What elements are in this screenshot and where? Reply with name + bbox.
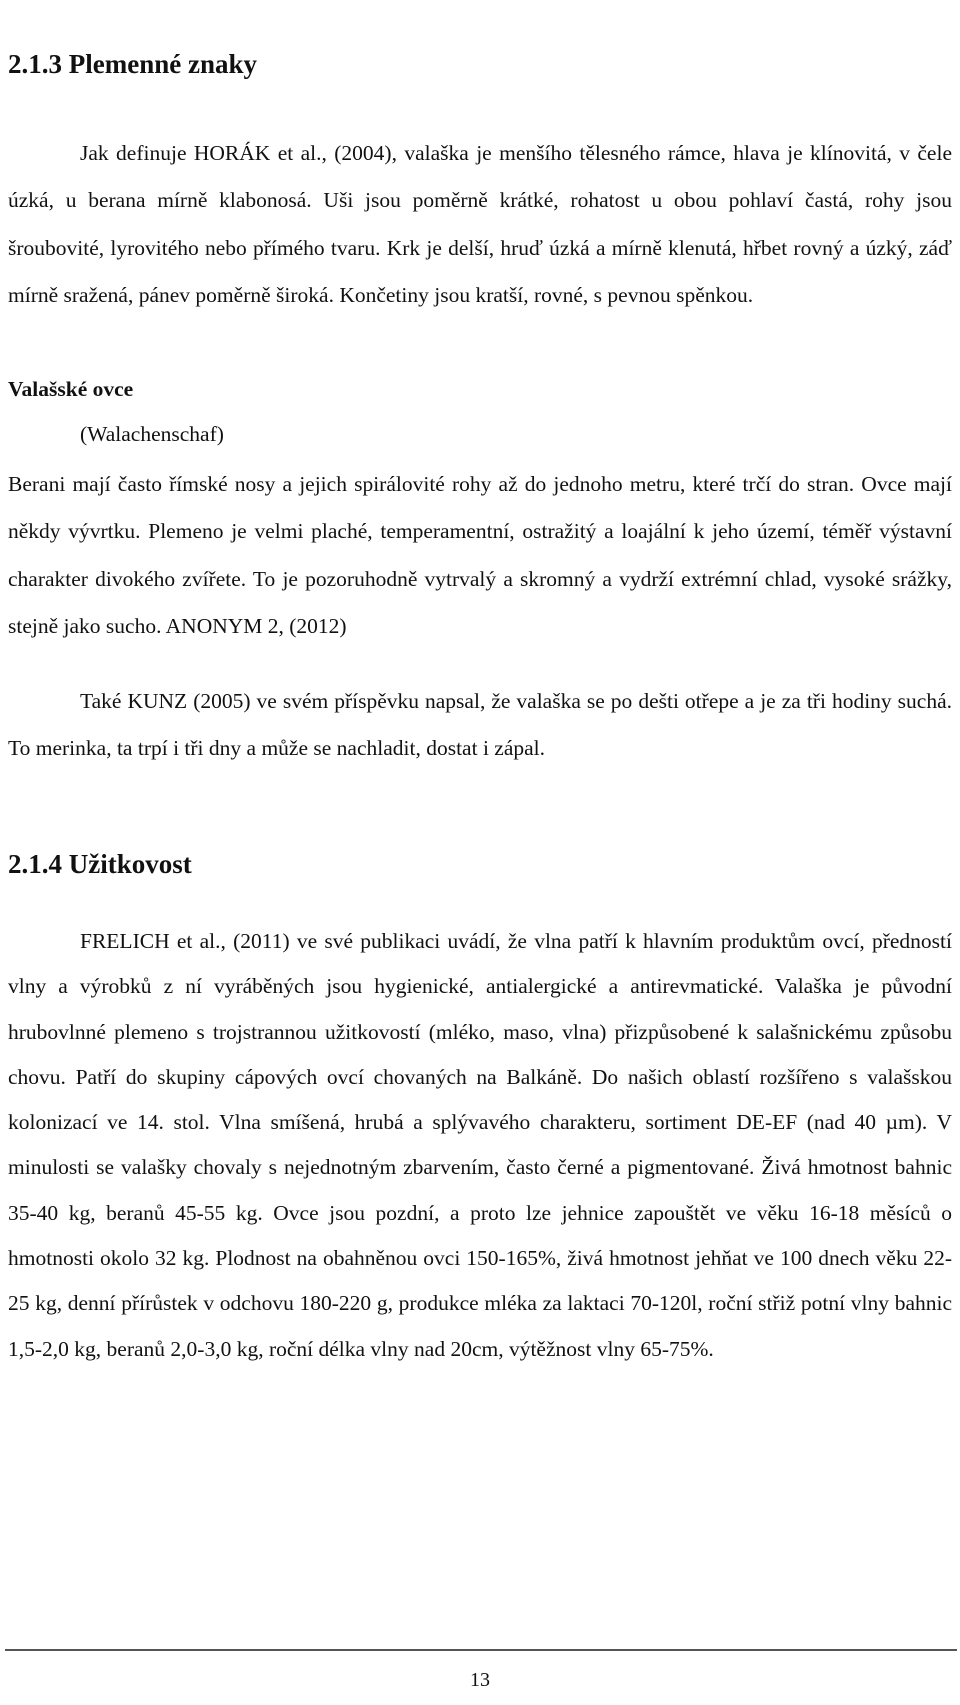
footer-divider bbox=[5, 1649, 957, 1651]
page-number: 13 bbox=[470, 1669, 490, 1691]
subheading-valasske-ovce: Valašské ovce bbox=[8, 377, 134, 401]
paragraph-uzitkovost: FRELICH et al., (2011) ve své publikaci uvádí, že vlna patří k hlavním produktům ovcí, předností vlny a výrobků z ní vyráběných jsou hygienické, antialergické a antirevmatické. Valaška je původní hrubovlnné plemeno s trojstrannou užitkovostí (mléko, maso, vlna) přizpůsobené k salašnickému způsobu chovu. Patří do skupiny cápových ovcí chovaných na Balkáně. Do našich oblastí rozšířeno s valašskou kolonizací ve 14. stol. Vlna smíšená, hrubá a splývavého charakteru, sortiment DE-EF (nad 40 µm). V minulosti se valašky chovaly s nejednotným zbarvením, často černé a pigmentované. Živá hmotnost bahnic 35-40 kg, beranů 45-55 kg. Ovce jsou pozdní, a proto lze jehnice zapouštět ve věku 16-18 měsíců o hmotnosti okolo 32 kg. Plodnost na obahněnou ovci 150-165%, živá hmotnost jehňat ve 100 dnech věku 22-25 kg, denní přírůstek v odchovu 180-220 g, produkce mléka za laktaci 70-120l, roční střiž potní vlny bahnic 1,5-2,0 kg, beranů 2,0-3,0 kg, roční délka vlny nad 20cm, výtěžnost vlny 65-75%. bbox=[8, 929, 952, 1361]
subheading-note: (Walachenschaf) bbox=[80, 422, 224, 446]
paragraph-plemenne-znaky: Jak definuje HORÁK et al., (2004), valaška je menšího tělesného rámce, hlava je klínovitá, v čele úzká, u berana mírně klabonosá. Uši jsou poměrně krátké, rohatost u obou pohlaví častá, rohy jsou šroubovité, lyrovitého nebo přímého tvaru. Krk je delší, hruď úzká a mírně klenutá, hřbet rovný a úzký, záď mírně sražená, pánev poměrně široká. Končetiny jsou kratší, rovné, s pevnou spěnkou. bbox=[8, 141, 952, 308]
section-heading-plemenne-znaky: 2.1.3 Plemenné znaky bbox=[8, 49, 257, 79]
section-heading-uzitkovost: 2.1.4 Užitkovost bbox=[8, 849, 192, 879]
paragraph-valasske-ovce: Berani mají často římské nosy a jejich spirálovité rohy až do jednoho metru, které trčí do stran. Ovce mají někdy vývrtku. Plemeno je velmi plaché, temperamentní, ostražitý a loajální k jeho území, téměř výstavní charakter divokého zvířete. To je pozoruhodně vytrvalý a skromný a vydrží extrémní chlad, vysoké srážky, stejně jako sucho. ANONYM 2, (2012) bbox=[8, 472, 952, 639]
paragraph-kunz: Také KUNZ (2005) ve svém příspěvku napsal, že valaška se po dešti otřepe a je za tři hodiny suchá. To merinka, ta trpí i tři dny a může se nachladit, dostat i zápal. bbox=[8, 689, 952, 761]
